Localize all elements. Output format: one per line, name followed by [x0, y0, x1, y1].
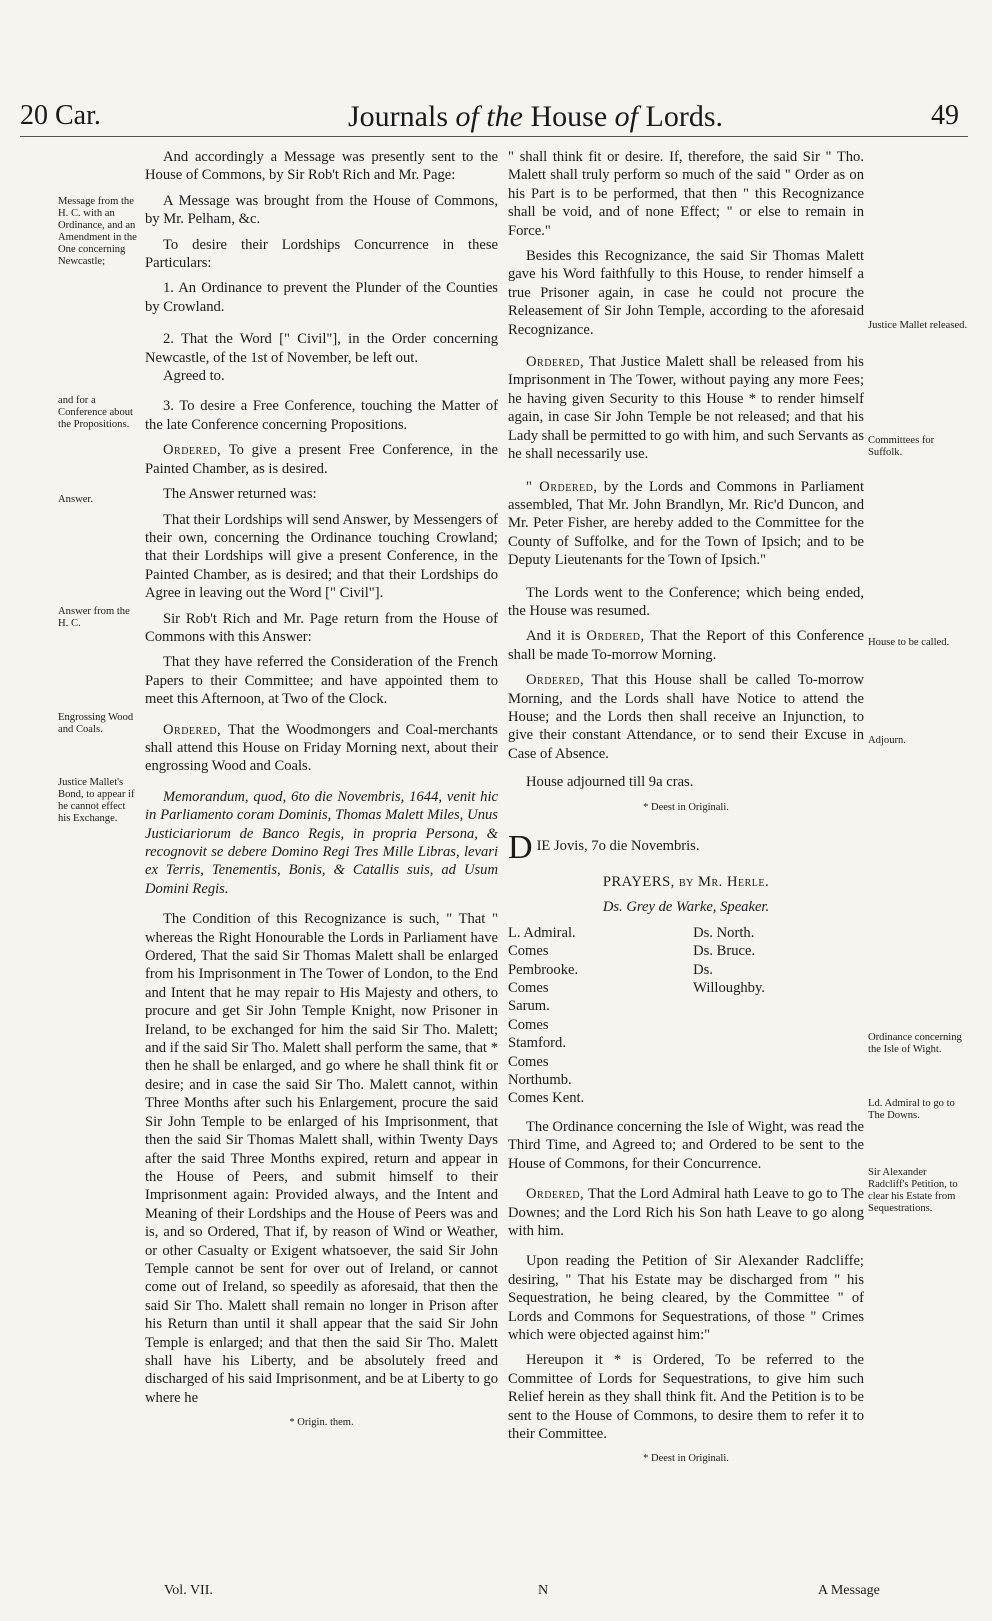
paragraph: " Ordered, by the Lords and Commons in Parliament assembled, That Mr. John Brandlyn, Mr. Ric'd Duncon, and Mr. Peter Fisher, are hereby added to the Committee for the County of Suffolke, and for the Town of Ipsich; and to be Deputy Lieutenants for the Town of Ipsich." [508, 478, 864, 569]
footnote: * Origin. them. [289, 1417, 354, 1429]
paragraph: And it is Ordered, That the Report of this Conference shall be made To-morrow Morning. [508, 628, 864, 663]
paragraph: The Ordinance concerning the Isle of Wight, was read the Third Time, and Agreed to; and Ordered to be sent to the House of Commons, for their Concurrence. [508, 1118, 864, 1172]
paragraph: That they have referred the Consideration of the French Papers to their Committee; and have appointed them to meet this Afternoon, at Two of the Clock. [145, 654, 498, 708]
page-number: 49 [931, 100, 959, 131]
volume-mark: Vol. VII. [164, 1583, 213, 1598]
speaker: Ds. Grey de Warke, Speaker. [602, 899, 770, 916]
paragraph: The Lords went to the Conference; which being ended, the House was resumed. [508, 584, 864, 619]
margin-note: House to be called. [868, 637, 950, 648]
paragraph: And accordingly a Message was presently sent to the House of Commons, by Sir Rob't Rich and Mr. Page: [145, 149, 498, 184]
paragraph: Ordered, That the Lord Admiral hath Leave to go to The Downes; and the Lord Rich his Son hath Leave to go along with him. [508, 1186, 864, 1239]
adjournment: House adjourned till 9a cras. [526, 774, 694, 791]
catchword: A Message [818, 1583, 880, 1598]
right-column [508, 148, 864, 1476]
prayers: PRAYERS, by Mr. Herle. [602, 874, 770, 890]
paragraph: Besides this Recognizance, the said Sir Thomas Malett gave his Word faithfully to this House, to render himself a true Prisoner again, in case he could not procure the Releasement of Sir John Temple, according to the aforesaid Recognizance. [508, 248, 864, 338]
paragraph: Agreed to. [163, 368, 225, 385]
paragraph: " shall think fit or desire. If, therefore, the said Sir " Tho. Malett shall truly perform so much of the said " Order as on his Part is to be performed, that then " this Recognizance shall be void, and of none Effect; " or else to remain in Force." [508, 149, 864, 239]
margin-note: Sir Alexander Radcliff's Petition, to clear his Estate from Sequestrations. [868, 1167, 958, 1214]
margin-note: Justice Mallet released. [868, 320, 968, 331]
paragraph: Ordered, That this House shall be called To-morrow Morning, and the Lords shall have Notice to attend the House; and the Lords then shall receive an Injunction, to give their constant Attendance, or to send their Excuse in Case of Absence. [508, 672, 864, 762]
paragraph: 2. That the Word [" Civil"], in the Order concerning Newcastle, of the 1st of November, be left out. [145, 331, 498, 366]
paragraph: The Answer returned was: [163, 486, 317, 503]
margin-note: Answer. [58, 494, 94, 505]
paragraph: 3. To desire a Free Conference, touching the Matter of the late Conference concerning Propositions. [145, 398, 498, 433]
paragraph: A Message was brought from the House of Commons, by Mr. Pelham, &c. [145, 192, 498, 228]
paragraph: Ordered, That the Woodmongers and Coal-merchants shall attend this House on Friday Morning next, about their engrossing Wood and Coals. [145, 721, 498, 775]
lords-present-right: Ds. North. Ds. Bruce. Ds. Willoughby. [693, 924, 765, 997]
lords-present [508, 924, 864, 1108]
margin-note: Ordinance concerning the Isle of Wight. [868, 1032, 962, 1055]
signature-mark: N [538, 1583, 549, 1598]
recognizance-condition: The Condition of this Recognizance is such, " That " whereas the Right Honourable the Lords in Parliament have Ordered, That the said Sir Thomas Malett shall be enlarged from his Imprisonment in The Tower of London, to the End and Intent that he may repair to His Majesty and others, to procure and get Sir John Temple Knight, now Prisoner in Ireland, to be exchanged for him the said Sir Tho. Malett; and if the said Sir Tho. Malett shall perform the same, that * then he shall be enlarged, and go where he shall think fit or desire; and in case the said Sir Tho. Malett cannot, within Three Months after such his Enlargement, procure the said Sir John Temple to be enlarged of his Imprisonment, that then the said Sir Thomas Malett shall, within Twenty Days after the said Three Months expired, return and appear in the House of Peers, and submit himself to their Imprisonment again: Provided always, and the Intent and Meaning of their Lordships and the House of Peers was and is, and so Ordered, That if, by reason of Wind or Weather, or other Casualty or Exigent whatsoever, the said Sir John Temple cannot be sent for over out of Ireland, or cannot come out of Ireland, so speedily as aforesaid, that then the said Sir Tho. Malett shall remain no longer in Prison after his Return than until it shall appear that the said Sir John Temple is enlarged; and that then the said Sir Tho. Malett shall have his Liberty, and be absolutely freed and discharged of his said Imprisonment, and be at Liberty to go where he [145, 911, 498, 1406]
memorandum: Memorandum, quod, 6to die Novembris, 1644, venit hic in Parliamento coram Dominis, Thomas Malett Miles, Unus Justiciariorum de Banco Regis, in propria Persona, & recognovit se debere Domino Regi Tres Mille Libras, levari ex Terris, Tenementis, Bonis, & Catallis suis, ad Usum Domini Regis. [145, 788, 498, 897]
margin-note: and for a Conference about the Propositions. [58, 395, 134, 430]
margin-note: Engrossing Wood and Coals. [58, 712, 134, 735]
margin-note: Justice Mallet's Bond, to appear if he cannot effect his Exchange. [58, 777, 135, 824]
paragraph: Upon reading the Petition of Sir Alexander Radcliffe; desiring, " That his Estate may be discharged from " his Sequestration, he being cleared, by the Committee " of Lords and Commons for Sequestrations, of those " Crimes which were objected against him:" [508, 1253, 864, 1343]
paragraph: To desire their Lordships Concurrence in these Particulars: [145, 236, 498, 272]
running-title: Journals of the House of Lords. [348, 100, 723, 133]
header-rule [20, 136, 968, 137]
paragraph: 1. An Ordinance to prevent the Plunder of the Counties by Crowland. [145, 280, 498, 315]
margin-note: Committees for Suffolk. [868, 435, 935, 458]
paragraph: That their Lordships will send Answer, by Messengers of their own, concerning the Ordinance touching Crowland; that their Lordships will give a present Conference, in the Painted Chamber, as is desired; and that their Lordships do Agree in leaving out the Word [" Civil"]. [145, 511, 498, 602]
footnote: * Deest in Originali. [643, 801, 729, 813]
paragraph: Ordered, To give a present Free Conference, in the Painted Chamber, as is desired. [145, 442, 498, 477]
lords-present-left: L. Admiral. Comes Pembrooke. Comes Sarum. Comes Stamford. Comes Northumb. Comes Kent. [508, 924, 585, 1107]
footnote: * Deest in Originali. [643, 1453, 729, 1465]
margin-note: Adjourn. [868, 735, 906, 746]
page-header [0, 100, 992, 140]
paragraph: Sir Rob't Rich and Mr. Page return from the House of Commons with this Answer: [145, 610, 498, 645]
margin-note: Message from the H. C. with an Ordinance, and an Amendment in the One concerning Newcastle; [58, 196, 137, 267]
margin-note: Answer from the H. C. [58, 606, 130, 629]
date-heading: D IE Jovis, 7o die Novembris. [508, 831, 700, 863]
paragraph: Ordered, That Justice Malett shall be released from his Imprisonment in The Tower, without paying any more Fees; he having given Security to this House * to render himself again, in case Sir John Temple be not released; and that his Lady shall be permitted to go with him, and such Servants as he shall necessarily use. [508, 354, 864, 463]
regnal-year: 20 Car. [20, 100, 101, 131]
paragraph: Hereupon it * is Ordered, To be referred to the Committee of Lords for Sequestrations, to give him such Relief herein as they shall think fit. And the Petition is to be sent to the House of Commons, to desire them to refer it to their Committee. [508, 1352, 864, 1442]
left-column [145, 148, 498, 1440]
margin-note: Ld. Admiral to go to The Downs. [868, 1098, 955, 1121]
